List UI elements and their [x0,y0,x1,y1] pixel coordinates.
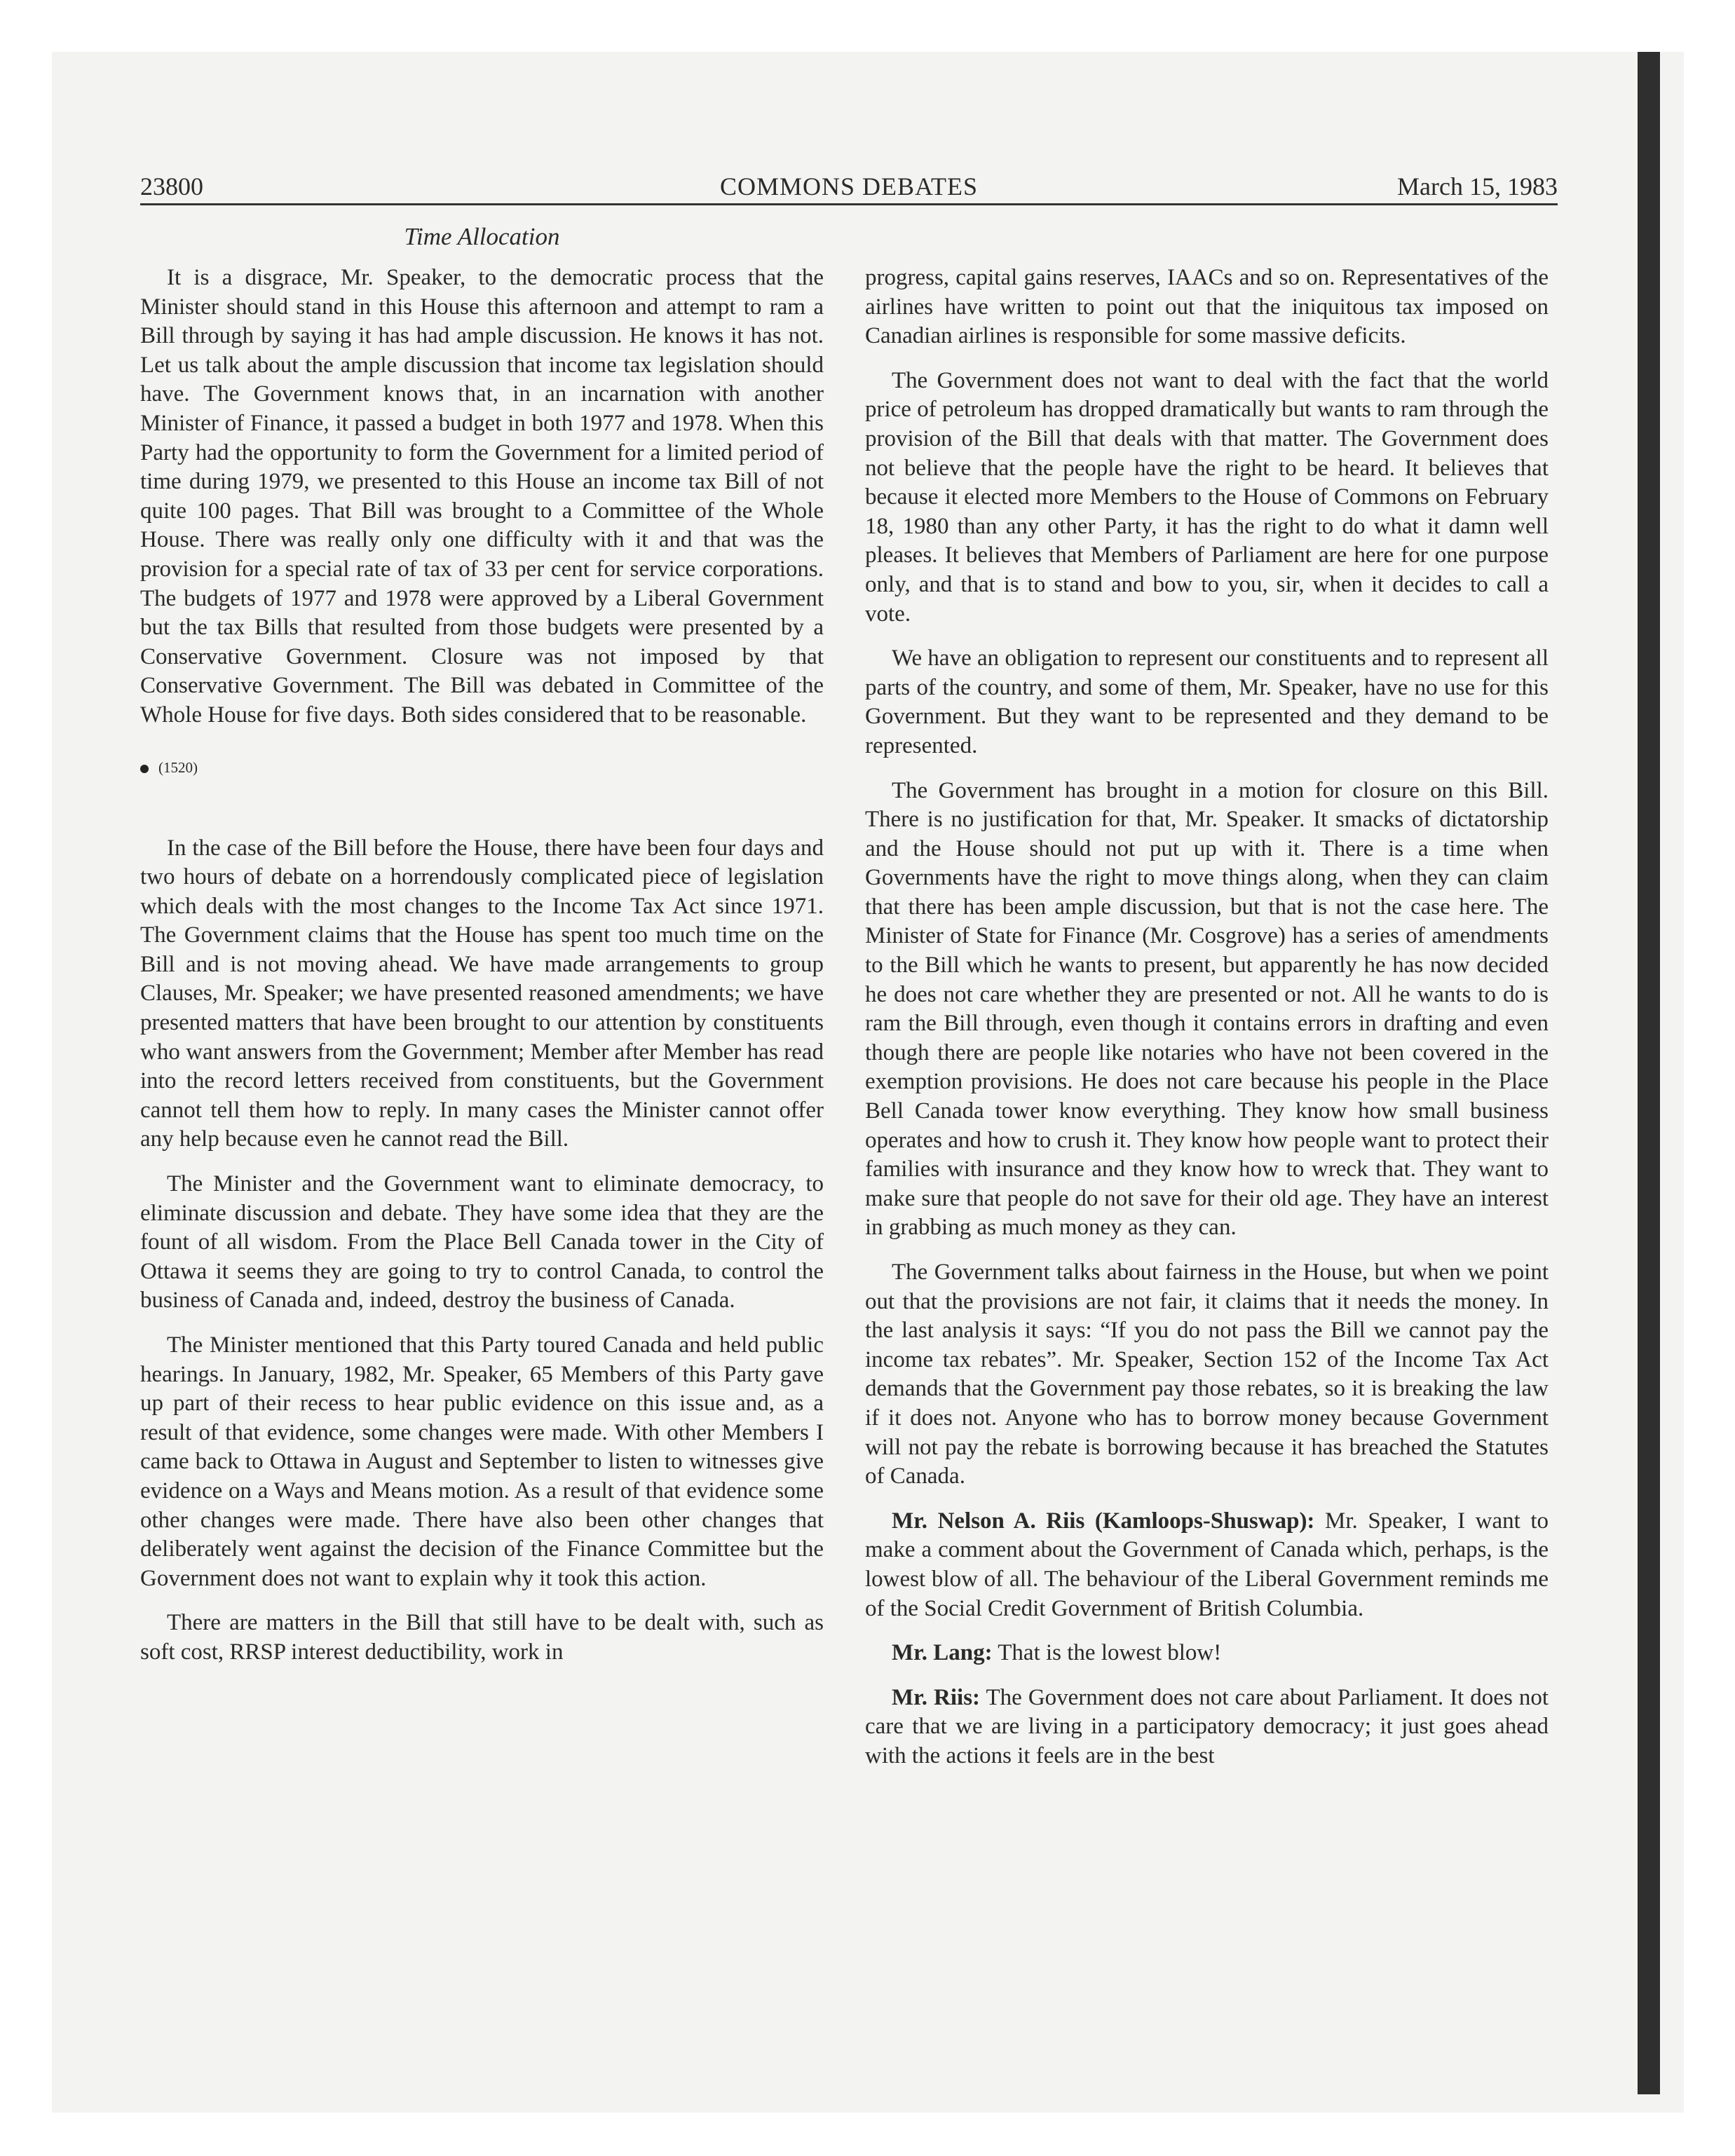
speech-text: Mr. Speaker, I want to make a comment about the Government of Canada which, perhaps, is the lowest blow of all. The behaviour of the Liberal Government reminds me of the Social Credit Government of British Columbia. [865,1508,1549,1621]
speech-riis [865,1507,1549,1623]
paragraph: We have an obligation to represent our constituents and to represent all parts of the country, and some of them, Mr. Speaker, have no use for this Government. But they want to be represented and they demand to be represented. [865,646,1549,758]
paragraph: There are matters in the Bill that still have to be dealt with, such as soft cost, RRSP interest deductibility, work in [140,1610,824,1665]
paragraph: The Government has brought in a motion for closure on this Bill. There is no justification for that, Mr. Speaker. It smacks of dictatorship and the House should not put up with it. There is a time when Governments have the right to move things along, when they can claim that there has been ample discussion, but that is not the case here. The Minister of State for Finance (Mr. Cosgrove) has a series of amendments to the Bill which he wants to present, but apparently he has now decided he does not care whether they are presented or not. All he wants to do is ram the Bill through, even though it contains errors in drafting and even though there are people like notaries who have not been covered in the exemption provisions. He does not care because his people in the Place Bell Canada tower know everything. They know how small business operates and how to crush it. They know how people want to protect their families with insurance and they know how to wreck that. They want to make sure that people do not save for their old age. They have an interest in grabbing as much money as they can. [865,777,1549,1241]
speech-text: The Government does not care about Parliament. It does not care that we are living in a participatory democracy; it just goes ahead with the actions it feels are in the best [865,1684,1549,1768]
paragraph: The Government does not want to deal with the fact that the world price of petroleum has dropped dramatically but wants to ram through the provision of the Bill that deals with that matter. The Government does not believe that the people have the right to be heard. It believes that because it elected more Members to the House of Commons on February 18, 1980 than any other Party, it has the right to do what it damn well pleases. It believes that Members of Parliament are here for one purpose only, and that is to stand and bow to you, sir, when it decides to call a vote. [865,367,1549,627]
speaker-name: Mr. Riis: [892,1684,981,1710]
paragraph: In the case of the Bill before the House, there have been four days and two hours of debate on a horrendously complicated piece of legislation which deals with the most changes to the Income Tax Act since 1971. The Government claims that the House has spent too much time on the Bill and is not moving ahead. We have made arrangements to group Clauses, Mr. Speaker; we have presented reasoned amendments; we have presented matters that have been brought to our attention by constituents who want answers from the Government; Member after Member has read into the record letters received from constituents, but the Government cannot tell them how to reply. In many cases the Minister cannot offer any help because even he cannot read the Bill. [140,835,824,1152]
paragraph: The Minister and the Government want to eliminate democracy, to eliminate discussion and debate. They have some idea that they are the fount of all wisdom. From the Place Bell Canada tower in the City of Ottawa it seems they are going to try to control Canada, to control the business of Canada and, indeed, destroy the business of Canada. [140,1171,824,1314]
right-column [865,264,1549,1787]
speech-lang [865,1639,1549,1668]
speaker-name: Mr. Nelson A. Riis (Kamloops-Shuswap): [892,1508,1315,1534]
paragraph-continued: progress, capital gains reserves, IAACs and so on. Representatives of the airlines have written to point out that the iniquitous tax imposed on Canadian airlines is responsible for some massive deficits. [865,265,1549,349]
section-title: Time Allocation [404,223,560,250]
bullet-dot-icon [140,765,149,773]
header-rule [140,203,1558,205]
speech-text: That is the lowest blow! [992,1640,1222,1666]
time-marker-label: (1520) [158,758,198,776]
left-column [140,264,824,1683]
paragraph: It is a disgrace, Mr. Speaker, to the democratic process that the Minister should stand in this House this afternoon and attempt to ram a Bill through by saying it has had ample discussion. He knows it has not. Let us talk about the ample discussion that income tax legislation should have. The Government knows that, in an incarnation with another Minister of Finance, it passed a budget in both 1977 and 1978. When this Party had the opportunity to form the Government for a limited period of time during 1979, we presented to this House an income tax Bill of not quite 100 pages. That Bill was brought to a Committee of the Whole House. There was really only one difficulty with it and that was the provision for a special rate of tax of 33 per cent for service corporations. The budgets of 1977 and 1978 were approved by a Liberal Government but the tax Bills that resulted from those budgets were presented by a Conservative Government. Closure was not imposed by that Conservative Government. The Bill was debated in Committee of the Whole House for five days. Both sides considered that to be reasonable. [140,265,824,728]
scan-edge-bar [1638,52,1660,2094]
paragraph: The Minister mentioned that this Party toured Canada and held public hearings. In January, 1982, Mr. Speaker, 65 Members of this Party gave up part of their recess to hear public evidence on this issue and, as a result of that evidence, some changes were made. With other Members I came back to Ottawa in August and September to listen to witnesses give evidence on a Ways and Means motion. As a result of that evidence some other changes were made. There have also been other changes that deliberately went against the decision of the Finance Committee but the Government does not want to explain why it took this action. [140,1332,824,1591]
page-date: March 15, 1983 [1397,172,1558,200]
paragraph: The Government talks about fairness in the House, but when we point out that the provisions are not fair, it claims that it needs the money. In the last analysis it says: “If you do not pass the Bill we cannot pay the income tax rebates”. Mr. Speaker, Section 152 of the Income Tax Act demands that the Government pay those rebates, so it is breaking the law if it does not. Anyone who has to borrow money because Government will not pay the rebate is borrowing because it has breached the Statutes of Canada. [865,1260,1549,1489]
time-marker [140,757,824,778]
page-number: 23800 [140,172,203,200]
speaker-name: Mr. Lang: [892,1640,993,1666]
publication-title: COMMONS DEBATES [719,172,979,200]
speech-riis-2 [865,1684,1549,1771]
